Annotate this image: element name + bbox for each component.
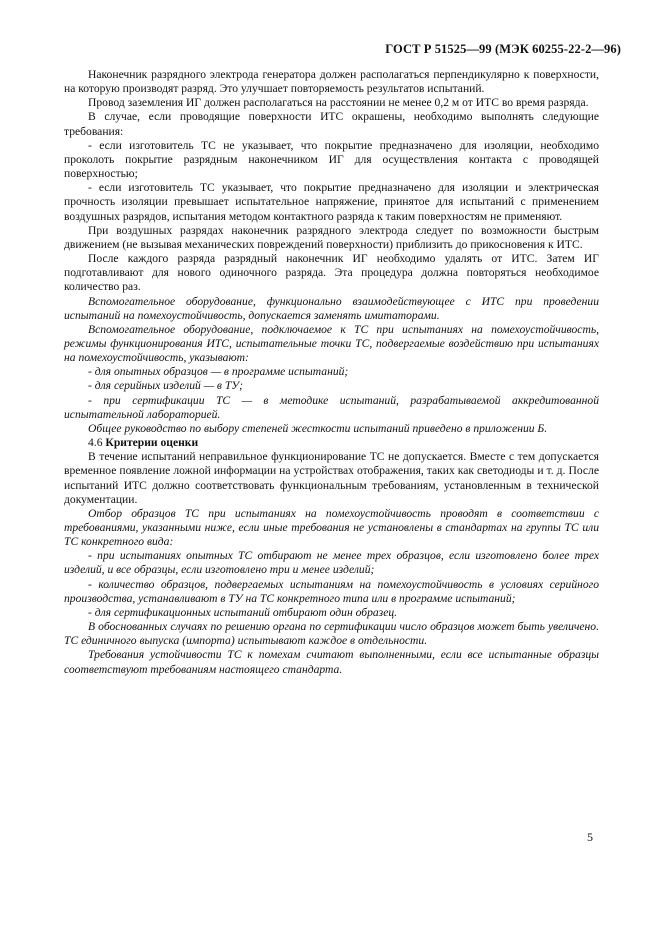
list-item: - при испытаниях опытных ТС отбирают не менее трех образцов, если изготовлено более трех изделий, и все образцы, если изготовлено три и менее изделий;	[64, 549, 599, 577]
paragraph: Требования устойчивости ТС к помехам считают выполненными, если все испытанные образцы соответствуют требованиям настоящего стандарта.	[64, 648, 599, 676]
document-header: ГОСТ Р 51525—99 (МЭК 60255-22-2—96)	[385, 42, 621, 56]
paragraph: В течение испытаний неправильное функционирование ТС не допускается. Вместе с тем допускается временное появление ложной информации на устройствах отображения, таких как светодиоды и т. д. После испытаний ИТС должно соответствовать функциональным требованиям, установленным в технической документации.	[64, 450, 599, 506]
paragraph: В случае, если проводящие поверхности ИТС окрашены, необходимо выполнять следующие требования:	[64, 110, 599, 138]
paragraph: Вспомогательное оборудование, подключаемое к ТС при испытаниях на помехоустойчивость, режимы функционирования ИТС, испытательные точки ТС, подвергаемые воздействию при испытаниях на помехоустойчивость, указывают:	[64, 322, 599, 365]
list-item: - для опытных образцов — в программе испытаний;	[88, 365, 349, 379]
list-item: - для серийных изделий — в ТУ;	[88, 379, 243, 393]
paragraph: При воздушных разрядах наконечник разрядного электрода следует по возможности быстрым движением (не вызывая механических повреждений поверхности) приблизить до прикосновения к ИТС.	[64, 223, 599, 251]
paragraph: Отбор образцов ТС при испытаниях на помехоустойчивость проводят в соответствии с требованиями, указанными ниже, если иные требования не установлены в стандартах на группы ТС или ТС конкретного вида:	[64, 506, 599, 549]
paragraph: Общее руководство по выбору степеней жесткости испытаний приведено в приложении Б.	[88, 421, 548, 435]
list-item: - при сертификации ТС — в методике испытаний, разрабатываемой аккредитованной испытательной лабораторией.	[64, 393, 599, 421]
list-item: - для сертификационных испытаний отбирают один образец.	[88, 605, 398, 619]
section-number: 4.6	[88, 436, 103, 450]
page-number: 5	[587, 830, 593, 844]
document-body	[64, 68, 599, 677]
paragraph: В обоснованных случаях по решению органа по сертификации число образцов может быть увеличено. ТС единичного выпуска (импорта) испытывают каждое в отдельности.	[64, 620, 599, 648]
section-title: Критерии оценки	[105, 436, 199, 450]
paragraph: Вспомогательное оборудование, функционально взаимодействующее с ИТС при проведении испытаний на помехоустойчивость, допускается заменять имитаторами.	[64, 294, 599, 322]
paragraph: Провод заземления ИГ должен располагаться на расстоянии не менее 0,2 м от ИТС во время разряда.	[88, 96, 589, 110]
section-heading	[64, 436, 599, 450]
paragraph: После каждого разряда разрядный наконечник ИГ необходимо удалять от ИТС. Затем ИГ подготавливают для нового одиночного разряда. Эта процедура должна повторяться необходимое количество раз.	[64, 252, 599, 294]
list-item: - если изготовитель ТС не указывает, что покрытие предназначено для изоляции, необходимо проколоть покрытие разрядным наконечником ИГ для осуществления контакта с проводящей поверхностью;	[64, 138, 599, 181]
list-item: - количество образцов, подвергаемых испытаниям на помехоустойчивость в условиях серийного производства, устанавливают в ТУ на ТС конкретного типа или в программе испытаний;	[64, 577, 599, 605]
paragraph: Наконечник разрядного электрода генератора должен располагаться перпендикулярно к поверхности, на которую производят разряд. Это улучшает повторяемость результатов испытаний.	[64, 68, 599, 96]
list-item: - если изготовитель ТС указывает, что покрытие предназначено для изоляции и электрическая прочность изоляции превышает испытательное напряжение, принятое для испытаний с применением воздушных разрядов, испытания методом контактного разряда к таким поверхностям не применяют.	[64, 181, 599, 223]
